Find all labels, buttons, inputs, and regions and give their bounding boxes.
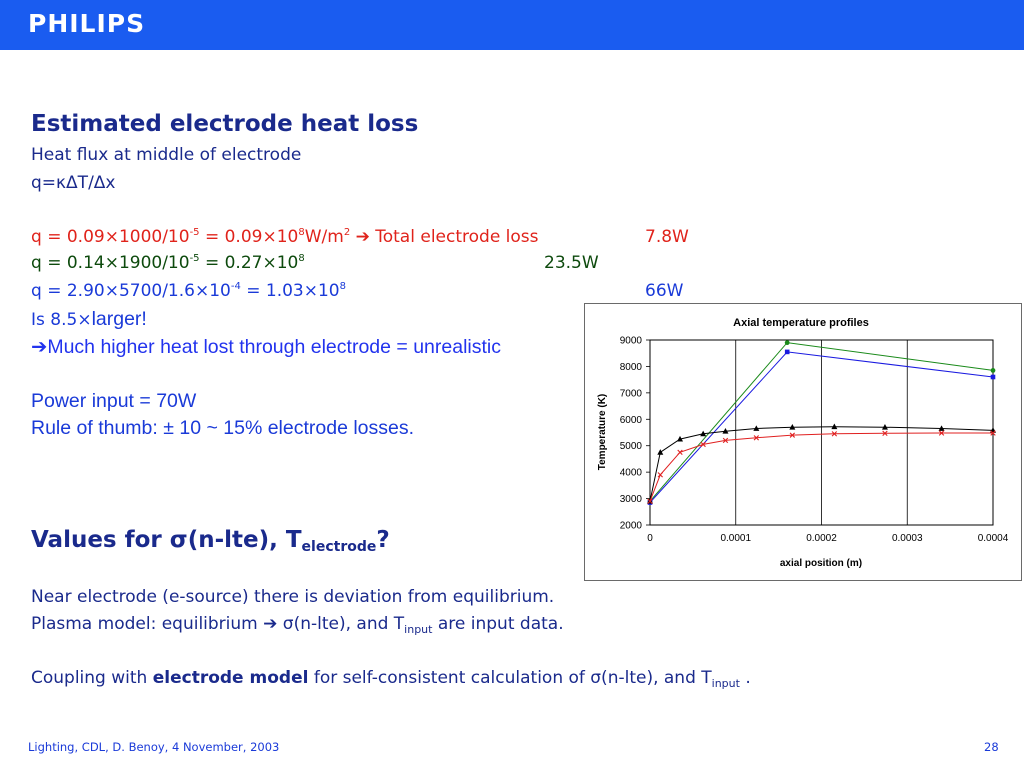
rule-of-thumb-line: Rule of thumb: ± 10 ~ 15% electrode losses.: [31, 417, 415, 439]
chart-xlabel: axial position (m): [779, 558, 863, 569]
x-tick-label: 0.0003: [891, 533, 923, 544]
section-title-values: Values for σ(n-lte), $T_{electrode}$?: [31, 527, 390, 555]
chart-svg: [585, 304, 1021, 580]
equilibrium-line: Near electrode (e-source) there is deviation from equilibrium.: [31, 587, 555, 607]
y-tick-label: 4000: [619, 467, 642, 479]
data-point: [785, 340, 790, 345]
plasma-model-line: Plasma model: equilibrium ➔ σ(n-lte), and $T_{input}$ are input data.: [31, 614, 564, 636]
y-tick-label: 7000: [619, 388, 642, 400]
philips-logo: PHILIPS: [28, 9, 146, 38]
y-tick-label: 5000: [619, 441, 642, 453]
data-point: [991, 368, 996, 373]
calc-line-1-value: 7.8W: [645, 227, 689, 247]
arrow-icon: ➔: [355, 227, 370, 247]
arrow-icon: ➔: [31, 336, 48, 358]
calc-line-3: $q = 2.90\times 5700/1.6\times 10^{-4} = 1.03\times 10^8$: [31, 281, 346, 301]
data-point: [657, 449, 663, 455]
calc-line-3-value: 66W: [645, 281, 684, 301]
data-point: [678, 450, 683, 455]
y-tick-label: 3000: [619, 494, 642, 506]
y-tick-label: 2000: [619, 520, 642, 532]
temperature-chart: [584, 303, 1022, 581]
x-tick-label: 0.0001: [720, 533, 752, 544]
arrow-icon: ➔: [263, 614, 278, 634]
x-tick-label: 0.0004: [977, 533, 1009, 544]
y-tick-label: 8000: [619, 361, 642, 373]
section-title-heat-loss: Estimated electrode heat loss: [31, 111, 419, 137]
heat-flux-formula: q=κΔT/Δx: [31, 173, 116, 193]
heat-flux-subtitle: Heat flux at middle of electrode: [31, 145, 302, 165]
coupling-line: Coupling with electrode model for self-consistent calculation of σ(n-lte), and $T_{input}$ .: [31, 668, 751, 690]
header-bar: [0, 0, 1024, 50]
calc-line-1: $q = 0.09\times 1000/10^{-5} = 0.09\times 10^8W/m^2$ ➔ Total electrode loss: [31, 227, 539, 247]
data-point: [991, 375, 996, 380]
data-point: [785, 350, 790, 355]
x-tick-label: 0.0002: [806, 533, 837, 544]
power-input-line: Power input = 70W: [31, 390, 197, 412]
y-tick-label: 6000: [619, 414, 642, 426]
data-point: [658, 472, 663, 477]
calc-line-2-value: 23.5W: [544, 253, 599, 273]
calc-line-2: $q = 0.14\times 1900/10^{-5} = 0.27\times 10^8$: [31, 253, 305, 273]
conclusion-line: ➔Much higher heat lost through electrode = unrealistic: [31, 336, 501, 358]
footer-text: Lighting, CDL, D. Benoy, 4 November, 2003: [28, 740, 280, 754]
chart-ylabel: Temperature (K): [597, 393, 608, 471]
x-tick-label: 0: [647, 533, 653, 544]
y-tick-label: 9000: [619, 335, 642, 347]
ratio-line: Is 8.5×larger!: [31, 308, 147, 330]
page-number: 28: [984, 740, 999, 754]
chart-title: Axial temperature profiles: [733, 317, 869, 329]
